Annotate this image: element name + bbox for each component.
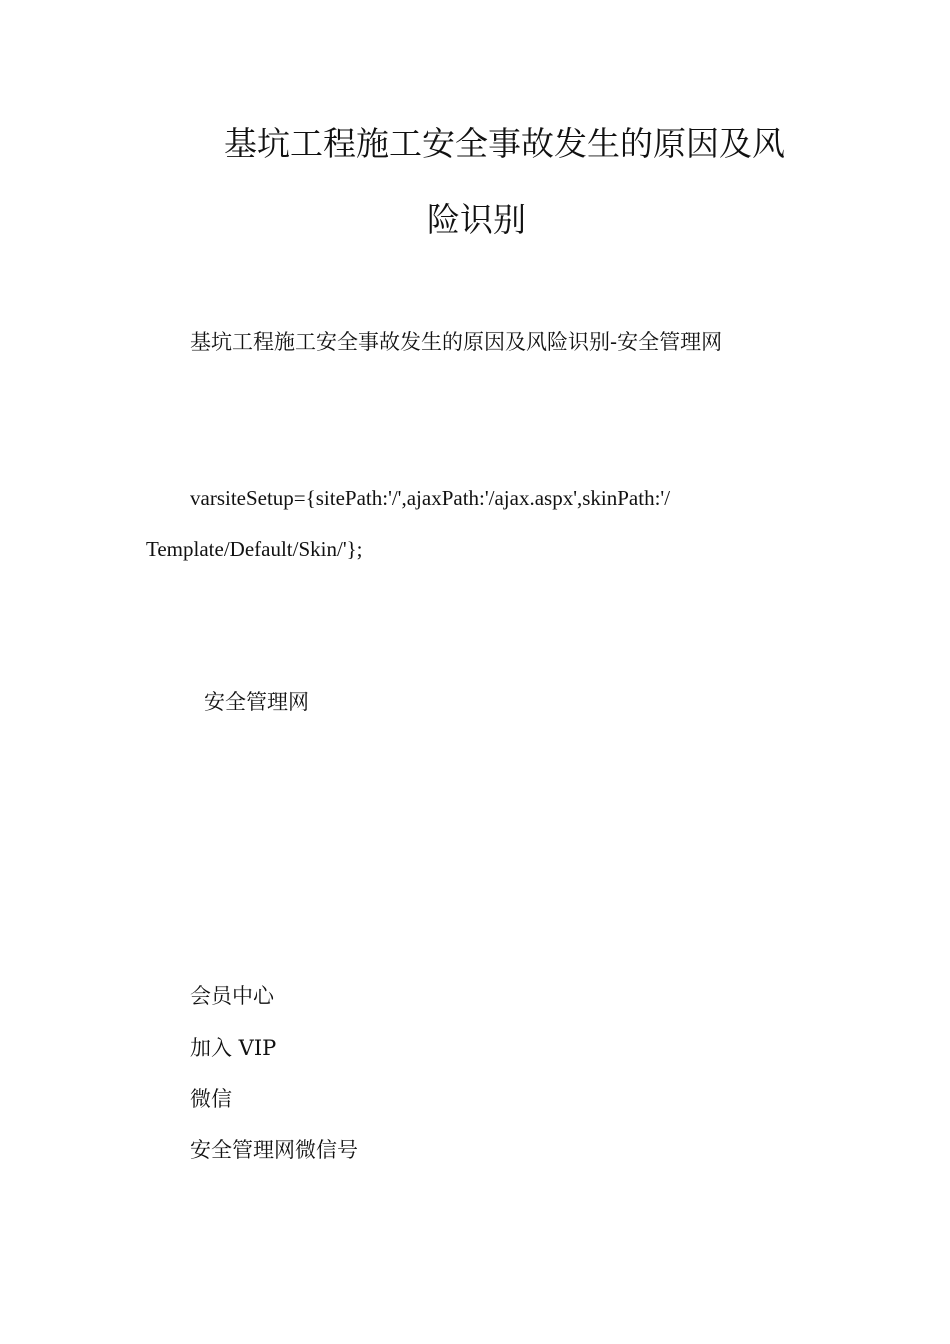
page-title-line-2: 险识别 <box>427 200 526 239</box>
nav-item-join-vip[interactable]: 加入 VIP <box>190 1036 277 1060</box>
page-subtitle: 基坑工程施工安全事故发生的原因及风险识别-安全管理网 <box>190 330 723 354</box>
site-name-link[interactable]: 安全管理网 <box>204 690 309 714</box>
nav-item-wechat-account[interactable]: 安全管理网微信号 <box>190 1138 358 1162</box>
nav-item-member-center[interactable]: 会员中心 <box>190 984 274 1008</box>
script-text-line-2: Template/Default/Skin/'}; <box>146 537 363 561</box>
script-text-line-1: varsiteSetup={sitePath:'/',ajaxPath:'/ajax.aspx',skinPath:'/ <box>190 486 671 510</box>
nav-item-wechat[interactable]: 微信 <box>190 1087 232 1111</box>
page-title-line-1: 基坑工程施工安全事故发生的原因及风 <box>224 124 785 163</box>
